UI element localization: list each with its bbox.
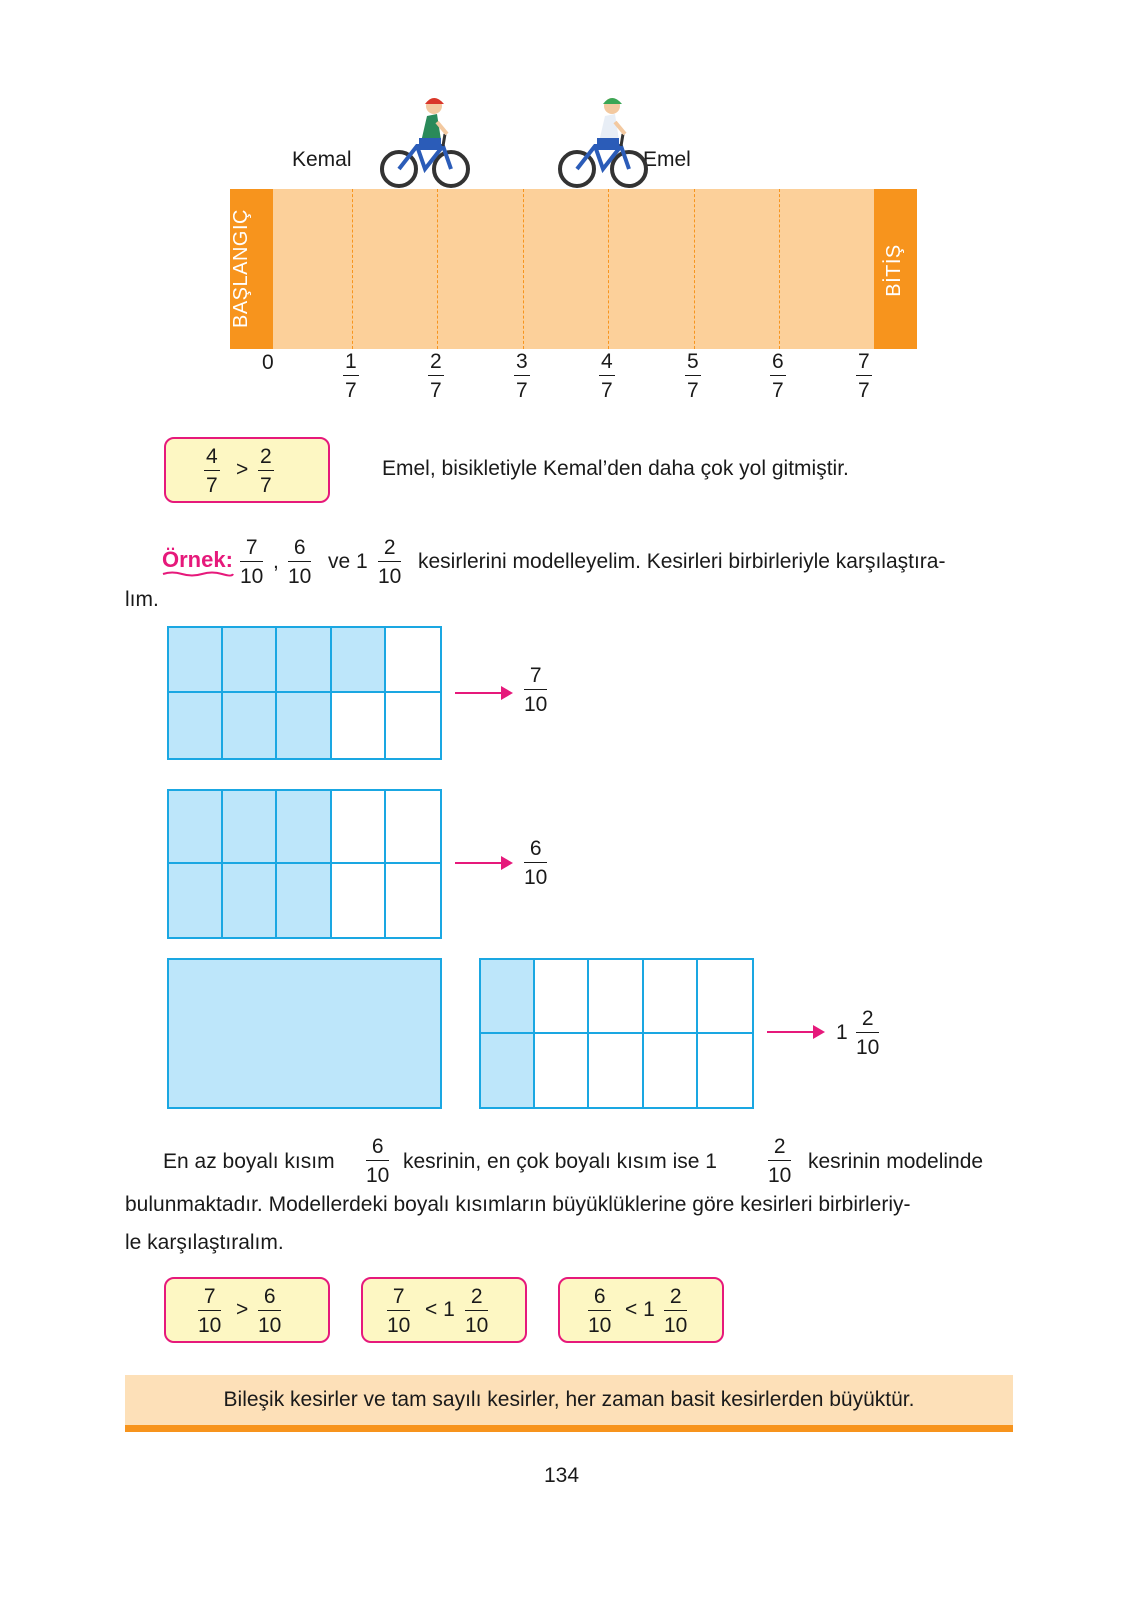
rule-box bbox=[125, 1375, 1013, 1432]
track-divider bbox=[694, 189, 695, 349]
model-label-fraction: $\frac{7}{10}$ bbox=[524, 664, 548, 716]
grid-cell bbox=[277, 693, 331, 758]
race-comparison-box bbox=[164, 437, 330, 503]
model-whole-rectangle bbox=[167, 958, 442, 1109]
fraction-b: $\frac{6}{10}$ bbox=[258, 1285, 282, 1337]
comparison-operator: > bbox=[236, 1298, 249, 1321]
example-label: Örnek: bbox=[162, 547, 233, 572]
grid-cell bbox=[223, 864, 277, 937]
tick-fraction: $\frac{5}{7}$ bbox=[687, 350, 699, 402]
grid-cell bbox=[169, 864, 223, 937]
fraction-a: $\frac{7}{10}$ bbox=[387, 1285, 411, 1337]
example-fraction-1: $\frac{7}{10}$ bbox=[240, 536, 264, 588]
model-label-whole: 1 bbox=[836, 1021, 848, 1044]
example-underline bbox=[162, 570, 234, 578]
grid-cell bbox=[644, 960, 698, 1034]
grid-cell bbox=[698, 960, 752, 1034]
model-label-fraction: $\frac{6}{10}$ bbox=[524, 837, 548, 889]
fraction-b: $\frac{2}{7}$ bbox=[260, 445, 272, 497]
grid-cell bbox=[169, 693, 223, 758]
fraction-a: $\frac{7}{10}$ bbox=[198, 1285, 222, 1337]
grid-cell bbox=[481, 1034, 535, 1108]
grid-cell bbox=[698, 1034, 752, 1108]
example-comma: , bbox=[273, 550, 279, 573]
grid-cell bbox=[589, 1034, 643, 1108]
start-label: BAŞLANGIÇ bbox=[229, 209, 252, 328]
grid-cell bbox=[386, 693, 440, 758]
comparison-operator: < 1 bbox=[425, 1298, 455, 1321]
model-grid-2-10 bbox=[479, 958, 754, 1109]
grid-cell bbox=[386, 864, 440, 937]
fraction-a: $\frac{6}{10}$ bbox=[588, 1285, 612, 1337]
kemal-label: Kemal bbox=[292, 148, 352, 171]
comparison-box-3 bbox=[558, 1277, 724, 1343]
grid-cell bbox=[223, 693, 277, 758]
grid-cell bbox=[277, 628, 331, 693]
race-track bbox=[230, 189, 917, 349]
comparison-operator: < 1 bbox=[625, 1298, 655, 1321]
grid-cell bbox=[223, 628, 277, 693]
example-fraction-2: $\frac{6}{10}$ bbox=[288, 536, 312, 588]
grid-cell bbox=[277, 864, 331, 937]
model-grid-7-10 bbox=[167, 626, 442, 760]
grid-cell bbox=[644, 1034, 698, 1108]
grid-cell bbox=[332, 864, 386, 937]
fraction-b: $\frac{2}{10}$ bbox=[664, 1285, 688, 1337]
model-label-fraction: $\frac{2}{10}$ bbox=[856, 1007, 880, 1059]
finish-label: BİTİŞ bbox=[882, 244, 905, 297]
tick-fraction: $\frac{3}{7}$ bbox=[516, 350, 528, 402]
tick-fraction: $\frac{4}{7}$ bbox=[601, 350, 613, 402]
track-divider bbox=[608, 189, 609, 349]
cyclist-kemal-illustration bbox=[375, 96, 475, 190]
conclusion-max-fraction: $\frac{2}{10}$ bbox=[768, 1135, 792, 1187]
example-fraction-3: $\frac{2}{10}$ bbox=[378, 536, 402, 588]
grid-cell bbox=[332, 628, 386, 693]
grid-cell bbox=[386, 628, 440, 693]
conclusion-min-fraction: $\frac{6}{10}$ bbox=[366, 1135, 390, 1187]
example-text: kesirlerini modelleyelim. Kesirleri birbirleriyle karşılaştıra- bbox=[418, 550, 946, 573]
grid-cell bbox=[332, 693, 386, 758]
cyclist-emel-illustration bbox=[553, 96, 653, 190]
conclusion-part1: En az boyalı kısım bbox=[163, 1150, 335, 1173]
model-grid-6-10 bbox=[167, 789, 442, 939]
tick-zero: 0 bbox=[262, 351, 274, 374]
tick-fraction: $\frac{2}{7}$ bbox=[430, 350, 442, 402]
grid-cell bbox=[277, 791, 331, 864]
track-divider bbox=[779, 189, 780, 349]
track-divider bbox=[352, 189, 353, 349]
track-divider bbox=[437, 189, 438, 349]
comparison-box-2 bbox=[361, 1277, 527, 1343]
conclusion-line3: le karşılaştıralım. bbox=[125, 1231, 284, 1254]
emel-label: Emel bbox=[643, 148, 691, 171]
fraction-a: $\frac{4}{7}$ bbox=[206, 445, 218, 497]
grid-cell bbox=[169, 791, 223, 864]
grid-cell bbox=[481, 960, 535, 1034]
grid-cell bbox=[169, 628, 223, 693]
grid-cell bbox=[535, 1034, 589, 1108]
grid-cell bbox=[223, 791, 277, 864]
finish-zone bbox=[874, 189, 917, 349]
tick-fraction: $\frac{1}{7}$ bbox=[345, 350, 357, 402]
fraction-b: $\frac{2}{10}$ bbox=[465, 1285, 489, 1337]
grid-cell bbox=[386, 791, 440, 864]
grid-cell bbox=[589, 960, 643, 1034]
race-statement: Emel, bisikletiyle Kemal’den daha çok yol gitmiştir. bbox=[382, 457, 849, 480]
conclusion-part2: kesrinin, en çok boyalı kısım ise 1 bbox=[403, 1150, 717, 1173]
grid-cell bbox=[332, 791, 386, 864]
conclusion-line2: bulunmaktadır. Modellerdeki boyalı kısımların büyüklüklerine göre kesirleri birbirleriy- bbox=[125, 1193, 911, 1216]
comparison-box-1 bbox=[164, 1277, 330, 1343]
conclusion-part3: kesrinin modelinde bbox=[808, 1150, 984, 1173]
grid-cell bbox=[535, 960, 589, 1034]
comparison-operator: > bbox=[236, 458, 249, 481]
start-zone bbox=[230, 189, 273, 349]
arrow-icon bbox=[455, 692, 511, 694]
tick-fraction: $\frac{6}{7}$ bbox=[772, 350, 784, 402]
track-divider bbox=[523, 189, 524, 349]
tick-fraction: $\frac{7}{7}$ bbox=[858, 350, 870, 402]
rule-text: Bileşik kesirler ve tam sayılı kesirler, her zaman basit kesirlerden büyüktür. bbox=[223, 1388, 915, 1411]
arrow-icon bbox=[455, 862, 511, 864]
arrow-icon bbox=[767, 1031, 823, 1033]
example-text-cont: lım. bbox=[125, 588, 159, 611]
page-number: 134 bbox=[544, 1464, 580, 1487]
example-ve: ve 1 bbox=[328, 550, 368, 573]
